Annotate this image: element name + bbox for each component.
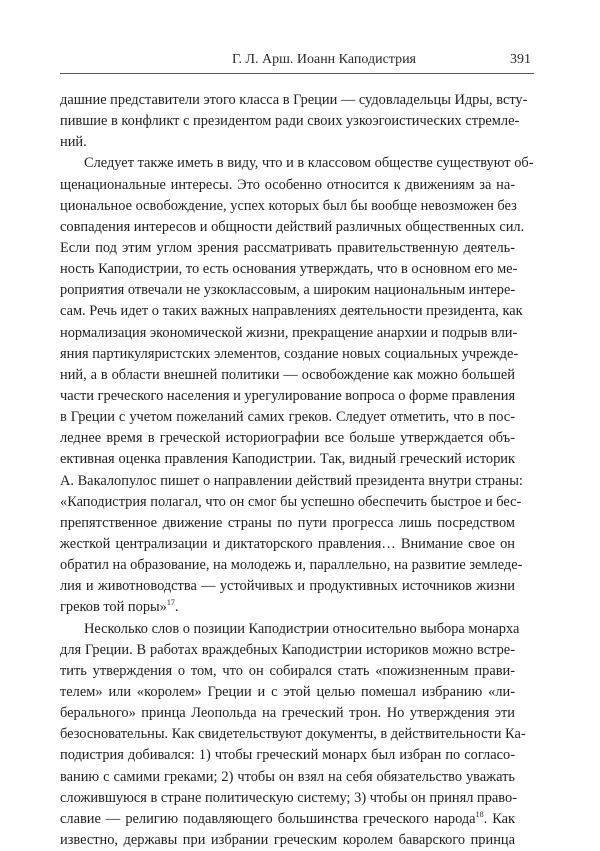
text-line: яния партикуляристских элементов, создание новых социальных учрежде- [60, 345, 519, 362]
footnote-ref-17: 17 [166, 598, 175, 608]
text-line: ность Каподистрии, то есть основания утверждать, что в основном его ме- [60, 261, 518, 278]
line-tail: . Как [483, 810, 515, 827]
text-line: дашние представители этого класса в Греции — судовладельцы Идры, всту- [60, 92, 528, 108]
text-line [60, 597, 515, 618]
running-header [60, 50, 540, 70]
text-line: жесткой централизации и диктаторского правления… Внимание свое он [60, 535, 515, 552]
quote-end: греков той поры» [60, 599, 167, 616]
text-line: А. Вакалопулос пишет о направлении действий президента внутри страны: [60, 472, 523, 489]
text-line: ективная оценка правления Каподистрии. Так, видный греческий историк [60, 451, 515, 468]
text-line: Следует также иметь в виду, что и в классовом обществе существуют об- [84, 155, 534, 172]
text-line: сам. Речь идет о таких важных направлениях деятельности президента, как [60, 303, 523, 320]
text-line: совпадения интересов и общности действий различных общественных сил. [60, 218, 525, 235]
text-line: лия и животноводства — устойчивых и продуктивных источников жизни [60, 578, 515, 595]
text-line: циональное освобождение, успех которых был бы вообще невозможен без [60, 197, 517, 214]
header-rule [60, 73, 534, 74]
text-line: ванию с самими греками; 2) чтобы он взял на себя обязательство уважать [60, 768, 515, 785]
text-line: щенациональные интересы. Это особенно относится к движениям за на- [60, 176, 515, 193]
body-text [60, 90, 534, 851]
text-line: безосновательны. Как свидетельствуют документы, в действительности Ка- [60, 726, 526, 743]
text-line: части греческого населения и урегулирование вопроса о форме правления [60, 387, 516, 404]
text-line: «Каподистрия полагал, что он смог бы успешно обеспечить быстрое и бес- [60, 493, 522, 510]
text-line: берального» принца Леопольда на греческий трон. Но утверждения эти [60, 705, 515, 722]
text-line: в Греции с учетом пожеланий самих греков. Следует отметить, что в пос- [60, 409, 515, 426]
text-line: для Греции. В работах враждебных Каподистрии историков можно встре- [60, 641, 515, 658]
text-line: роприятия отвечали не узкоклассовым, а широким национальным интере- [60, 282, 516, 299]
page-number: 391 [510, 52, 531, 67]
text-line: тить утверждения о том, что он собирался стать «пожизненным прави- [60, 662, 515, 679]
line-text: славие — религию подавляющего большинства греческого народа [60, 810, 476, 827]
text-line: Если под этим углом зрения рассматривать правительственную деятель- [60, 239, 515, 256]
text-line: Несколько слов о позиции Каподистрии относительно выбора монарха [84, 620, 520, 637]
sentence-end: . [174, 599, 179, 616]
text-line: обратил на образование, на молодежь и, параллельно, на развитие земледе- [60, 557, 523, 574]
text-line: ний, а в области внешней политики — освобождение как можно большей [60, 366, 515, 383]
text-line: подистрия добивался: 1) чтобы греческий монарх был избран по согласо- [60, 747, 515, 764]
footnote-ref-18: 18 [475, 809, 484, 819]
text-line: пившие в конфликт с президентом ради своих узкоэгоистических стремле- [60, 113, 520, 130]
text-line: сложившуюся в стране политическую систему; 3) чтобы он принял право- [60, 789, 517, 806]
text-line: препятственное движение страны по пути прогресса лишь посредством [60, 514, 515, 531]
text-line: телем» или «королем» Греции и с этой целью помешал избранию «ли- [60, 683, 515, 700]
text-line [60, 809, 515, 830]
text-line: ний. [60, 134, 87, 151]
text-line: леднее время в греческой историографии все больше утверждается объ- [60, 430, 515, 447]
text-line: нормализация экономической жизни, прекращение анархии и подрыв вли- [60, 324, 518, 341]
text-line: известно, державы при избрании греческим королем баварского принца [60, 831, 515, 848]
running-title: Г. Л. Арш. Иоанн Каподистрия [231, 52, 416, 67]
